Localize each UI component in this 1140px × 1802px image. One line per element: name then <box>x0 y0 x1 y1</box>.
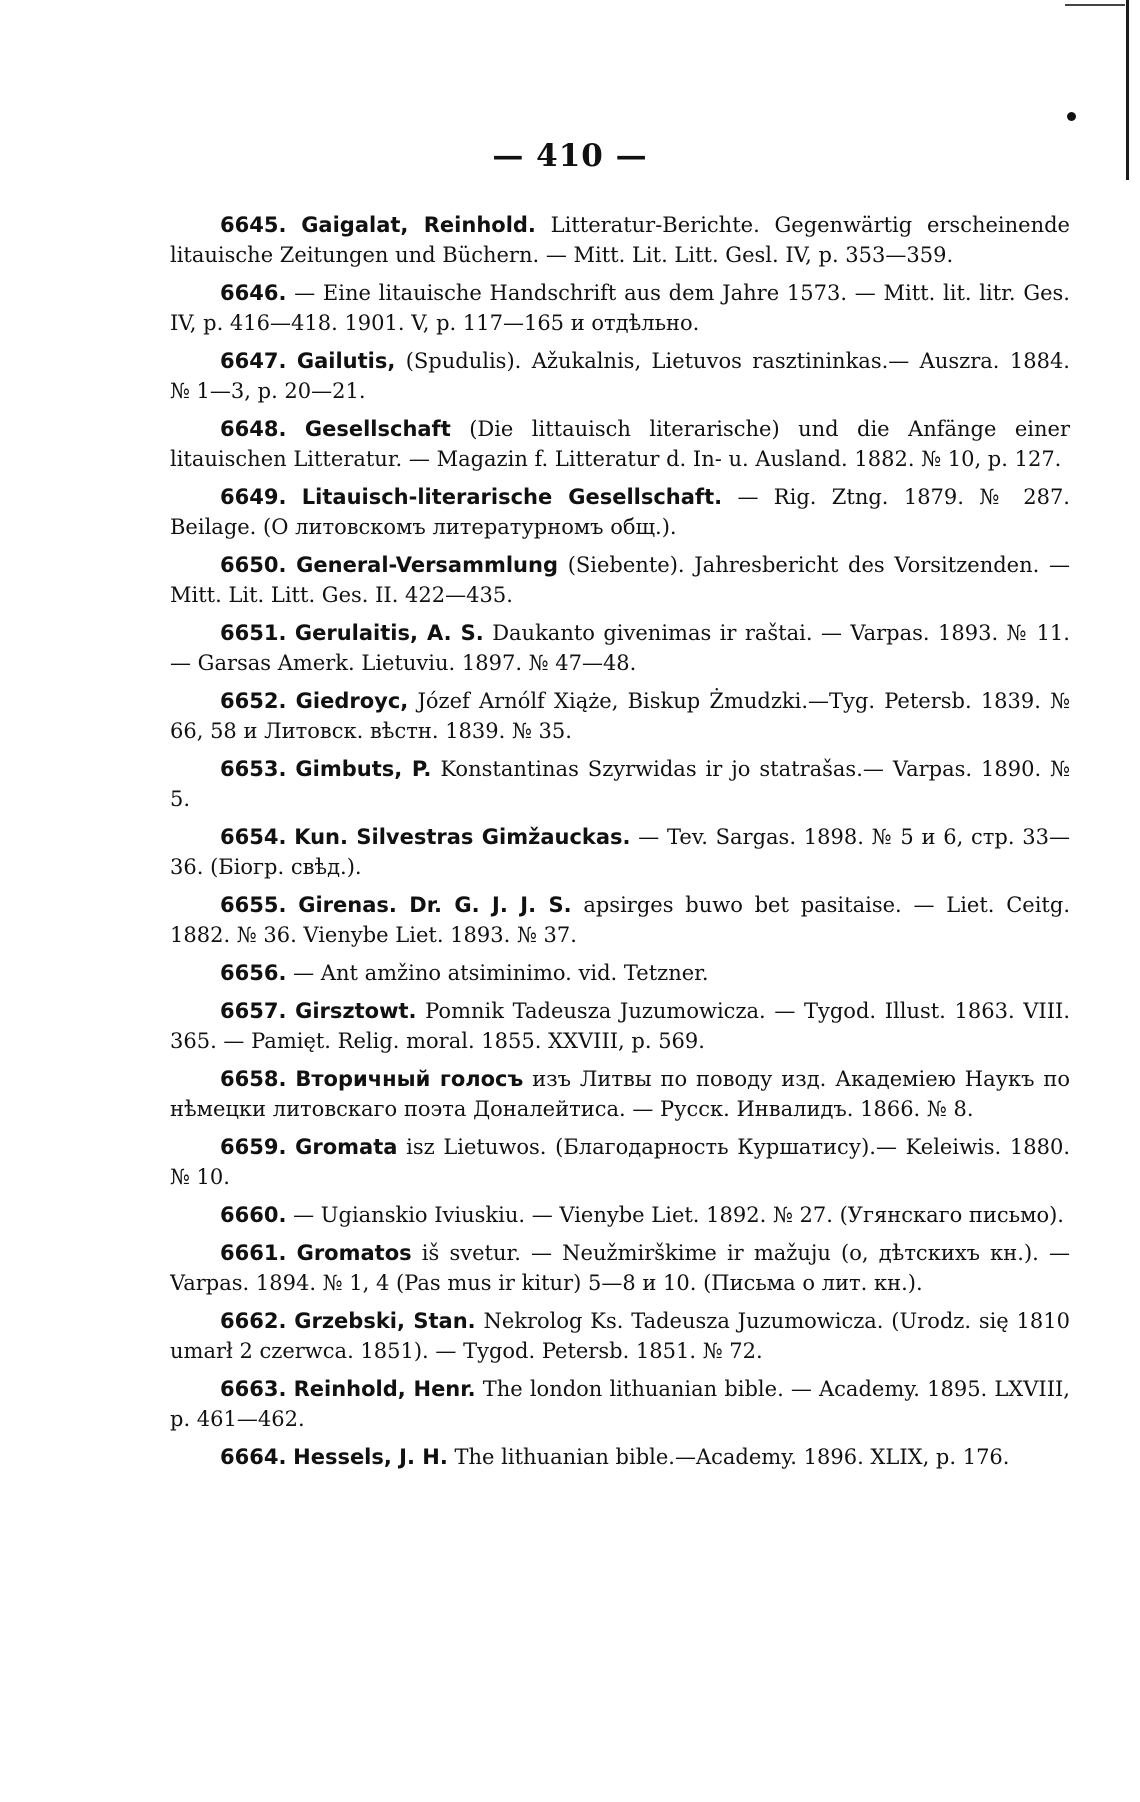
bibliography-entry <box>170 618 1070 678</box>
entry-number: 6656. <box>220 961 287 985</box>
page-number: — 410 — <box>492 138 648 174</box>
entry-text: (Spudulis). Ažukalnis, Lietuvos rasztininkas.— Auszra. 1884. № 1—3, p. 20—21. <box>170 349 1070 403</box>
entry-text: apsirges buwo bet pasitaise. — Liet. Ceitg. 1882. № 36. Vienybe Liet. 1893. № 37. <box>170 893 1070 947</box>
entry-heading: Gimbuts, P. <box>295 757 432 781</box>
entry-text: изъ Литвы по поводу изд. Академіею Наукъ по нѣмецки литовскаго поэта Доналейтиса. — Русск. Инвалидъ. 1866. № 8. <box>170 1067 1070 1121</box>
entry-number: 6659. <box>220 1135 287 1159</box>
entry-heading: Girenas. Dr. G. J. J. S. <box>298 893 572 917</box>
entry-number: 6662. <box>220 1309 287 1333</box>
entry-heading: Gailutis, <box>296 349 396 373</box>
bibliography-entry <box>170 996 1070 1056</box>
entry-number: 6647. <box>220 349 287 373</box>
bibliography-entry <box>170 346 1070 406</box>
bibliography-list <box>170 210 1070 1480</box>
bibliography-entry <box>170 210 1070 270</box>
bibliography-entry <box>170 754 1070 814</box>
entry-text: — Rig. Ztng. 1879. № 287. Beilage. (О литовскомъ литературномъ общ.). <box>170 485 1070 539</box>
entry-text: Pomnik Tadeusza Juzumowicza. — Tygod. Illust. 1863. VIII. 365. — Pamięt. Relig. moral. 1855. XXVIII, p. 569. <box>170 999 1070 1053</box>
margin-dot <box>1067 112 1076 121</box>
bibliography-entry <box>170 1132 1070 1192</box>
entry-text: isz Lietuwos. (Благодарность Куршатису).— Keleiwis. 1880. № 10. <box>170 1135 1071 1189</box>
bibliography-entry <box>170 278 1070 338</box>
entry-text: (Siebente). Jahresbericht des Vorsitzenden. — Mitt. Lit. Litt. Ges. II. 422—435. <box>170 553 1070 607</box>
entry-heading: Giedroyc, <box>295 689 409 713</box>
entry-heading: Girsztowt. <box>295 999 417 1023</box>
bibliography-entry <box>170 822 1070 882</box>
bibliography-entry <box>170 1238 1070 1298</box>
entry-number: 6655. <box>220 893 287 917</box>
bibliography-entry <box>170 958 1070 988</box>
entry-text: — Eine litauische Handschrift aus dem Jahre 1573. — Mitt. lit. litr. Ges. IV, p. 416—418. 1901. V, p. 117—165 и отдѣльно. <box>170 281 1070 335</box>
entry-number: 6648. <box>220 417 287 441</box>
entry-number: 6657. <box>220 999 287 1023</box>
entry-number: 6653. <box>220 757 287 781</box>
bibliography-entry <box>170 414 1070 474</box>
entry-text: (Die littauisch literarische) und die Anfänge einer litauischen Litteratur. — Magazin f. Litteratur d. In- u. Ausland. 1882. № 10, p. 127. <box>170 417 1070 471</box>
entry-heading: Gromatos <box>296 1241 412 1265</box>
bibliography-entry <box>170 1064 1070 1124</box>
entry-text: — Ant amžino atsiminimo. vid. Tetzner. <box>293 961 709 985</box>
bibliography-entry <box>170 482 1070 542</box>
bibliography-entry <box>170 1200 1070 1230</box>
entry-heading: Gaigalat, Reinhold. <box>301 213 536 237</box>
entry-text: Konstantinas Szyrwidas ir jo statrašas.— Varpas. 1890. № 5. <box>170 757 1070 811</box>
bibliography-entry <box>170 686 1070 746</box>
entry-heading: Litauisch-literarische Gesellschaft. <box>301 485 723 509</box>
entry-text: Józef Arnólf Xiąże, Biskup Żmudzki.—Tyg. Petersb. 1839. № 66, 58 и Литовск. вѣстн. 1839. № 35. <box>170 689 1070 743</box>
entry-number: 6652. <box>220 689 287 713</box>
entry-heading: Gesellschaft <box>304 417 451 441</box>
entry-number: 6661. <box>220 1241 287 1265</box>
entry-text: — Ugianskio Iviuskiu. — Vienybe Liet. 1892. № 27. (Угянскаго письмо). <box>293 1203 1064 1227</box>
entry-text: — Tev. Sargas. 1898. № 5 и 6, стр. 33—36. (Біогр. свѣд.). <box>170 825 1070 879</box>
entry-number: 6664. <box>220 1445 287 1469</box>
entry-text: iš svetur. — Neužmirškime ir mažuju (о, дѣтскихъ кн.). — Varpas. 1894. № 1, 4 (Pas mus ir kitur) 5—8 и 10. (Письма о лит. кн.). <box>170 1241 1070 1295</box>
entry-text: The lithuanian bible.—Academy. 1896. XLIX, p. 176. <box>454 1445 1010 1469</box>
entry-number: 6651. <box>220 621 287 645</box>
entry-heading: Reinhold, Henr. <box>293 1377 476 1401</box>
entry-number: 6663. <box>220 1377 287 1401</box>
entry-heading: Hessels, J. H. <box>293 1445 448 1469</box>
entry-heading: General-Versammlung <box>296 553 558 577</box>
entry-heading: Grzebski, Stan. <box>294 1309 476 1333</box>
entry-number: 6649. <box>220 485 287 509</box>
entry-text: Nekrolog Ks. Tadeusza Juzumowicza. (Urodz. się 1810 umarł 2 czerwca. 1851). — Tygod. Petersb. 1851. № 72. <box>170 1309 1070 1363</box>
entry-heading: Вторичный голосъ <box>295 1067 524 1091</box>
entry-text: Daukanto givenimas ir raštai. — Varpas. 1893. № 11. — Garsas Amerk. Lietuviu. 1897. № 47—48. <box>170 621 1070 675</box>
entry-text: Litteratur-Berichte. Gegenwärtig erscheinende litauische Zeitungen und Büchern. — Mitt. Lit. Litt. Gesl. IV, p. 353—359. <box>170 213 1070 267</box>
bibliography-entry <box>170 1306 1070 1366</box>
page-edge-mark <box>1065 4 1125 6</box>
entry-number: 6645. <box>220 213 287 237</box>
bibliography-entry <box>170 550 1070 610</box>
entry-heading: Gerulaitis, A. S. <box>294 621 484 645</box>
bibliography-entry <box>170 1442 1070 1472</box>
entry-number: 6660. <box>220 1203 287 1227</box>
entry-heading: Kun. Silvestras Gimžauckas. <box>294 825 631 849</box>
entry-number: 6646. <box>220 281 287 305</box>
entry-text: The london lithuanian bible. — Academy. 1895. LXVIII, p. 461—462. <box>170 1377 1070 1431</box>
entry-number: 6654. <box>220 825 287 849</box>
entry-number: 6650. <box>220 553 287 577</box>
bibliography-entry <box>170 1374 1070 1434</box>
bibliography-entry <box>170 890 1070 950</box>
entry-heading: Gromata <box>295 1135 398 1159</box>
entry-number: 6658. <box>220 1067 287 1091</box>
